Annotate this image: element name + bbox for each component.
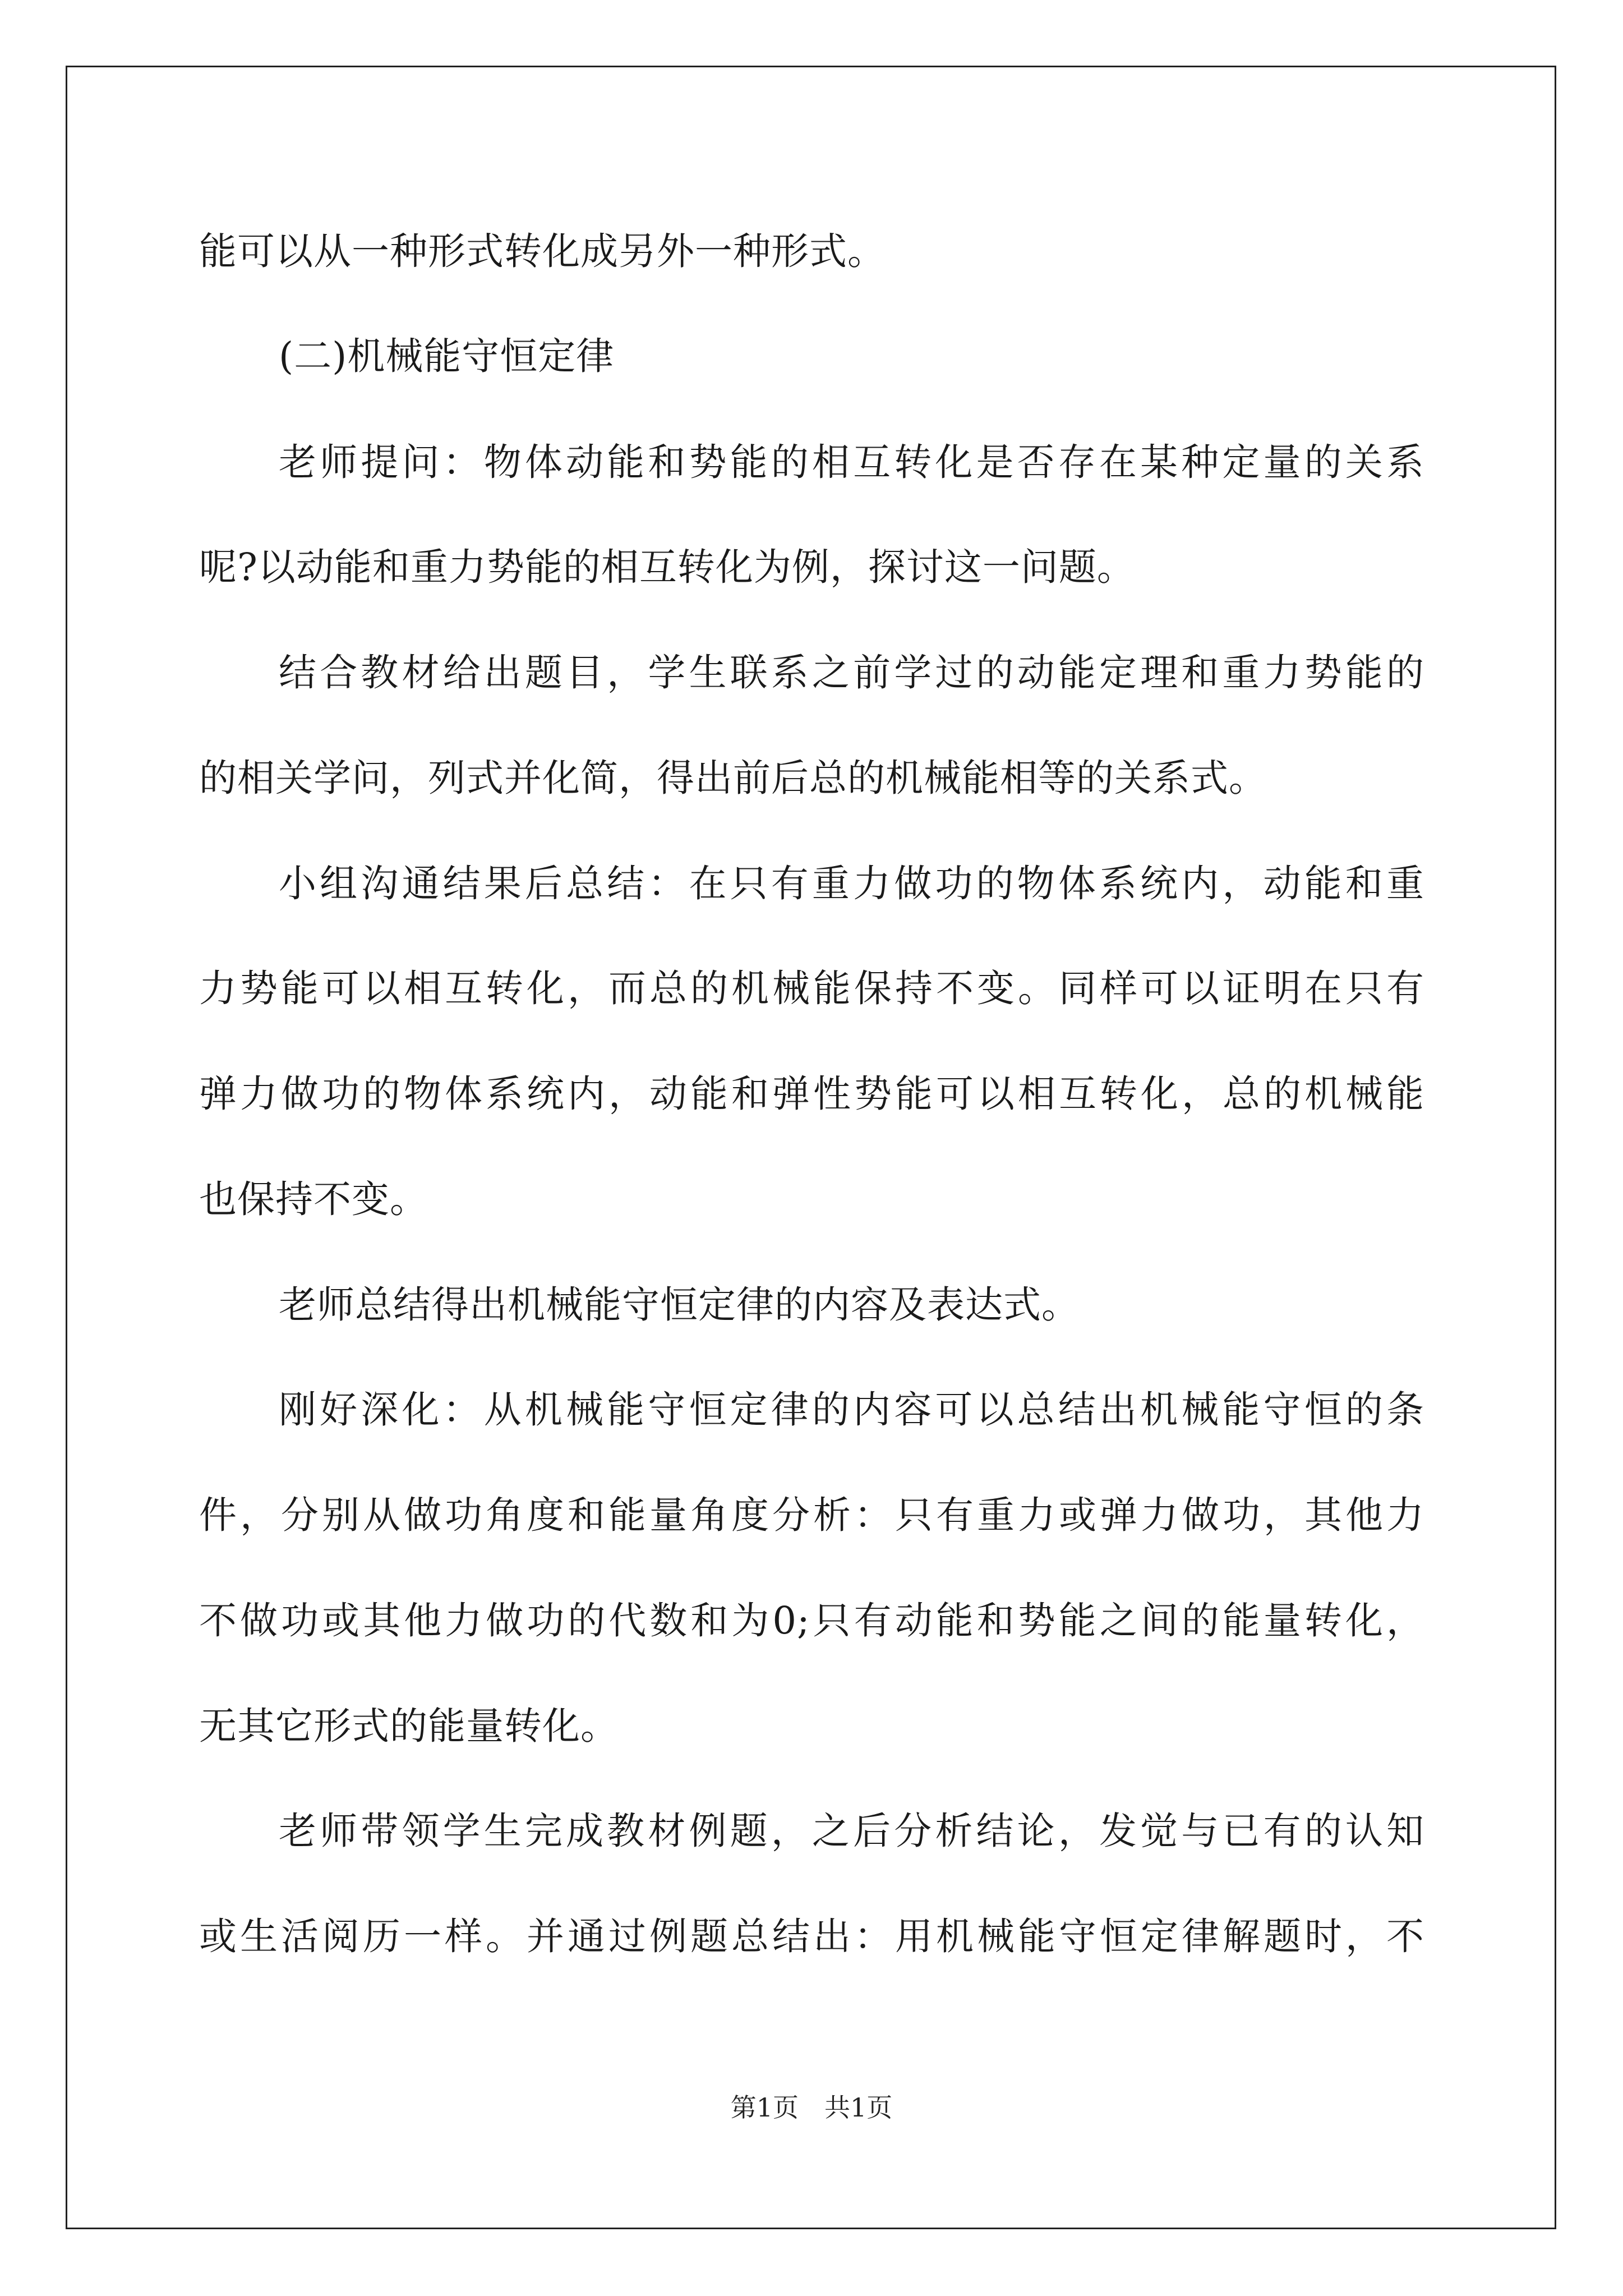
body-line: 老师带领学生完成教材例题，之后分析结论，发觉与已有的认知 xyxy=(279,1809,1424,1853)
body-line: 不做功或其他力做功的代数和为0;只有动能和势能之间的能量转化， xyxy=(199,1599,1424,1642)
body-line: 老师总结得出机械能守恒定律的内容及表达式。 xyxy=(279,1283,1080,1327)
body-line: 件，分别从做功角度和能量角度分析：只有重力或弹力做功，其他力 xyxy=(199,1493,1424,1537)
body-line: 能可以从一种形式转化成另外一种形式。 xyxy=(199,229,886,273)
body-line: 刚好深化：从机械能守恒定律的内容可以总结出机械能守恒的条 xyxy=(279,1388,1424,1432)
body-line: 弹力做功的物体系统内，动能和弹性势能可以相互转化，总的机械能 xyxy=(199,1072,1424,1116)
body-line: 力势能可以相互转化，而总的机械能保持不变。同样可以证明在只有 xyxy=(199,967,1424,1010)
body-line: 老师提问：物体动能和势能的相互转化是否存在某种定量的关系 xyxy=(279,440,1424,484)
body-line: 无其它形式的能量转化。 xyxy=(199,1704,619,1748)
body-line: 小组沟通结果后总结：在只有重力做功的物体系统内，动能和重 xyxy=(279,862,1424,905)
body-line: 呢?以动能和重力势能的相互转化为例，探讨这一问题。 xyxy=(199,545,1135,589)
page-border xyxy=(66,66,1556,2229)
body-line: 结合教材给出题目，学生联系之前学过的动能定理和重力势能的 xyxy=(279,651,1424,694)
section-heading: (二)机械能守恒定律 xyxy=(279,334,615,378)
body-line: 也保持不变。 xyxy=(199,1177,428,1221)
body-line: 或生活阅历一样。并通过例题总结出：用机械能守恒定律解题时，不 xyxy=(199,1915,1424,1958)
page-number-footer: 第1页 共1页 xyxy=(730,2092,893,2123)
body-line: 的相关学问，列式并化简，得出前后总的机械能相等的关系式。 xyxy=(199,756,1267,800)
